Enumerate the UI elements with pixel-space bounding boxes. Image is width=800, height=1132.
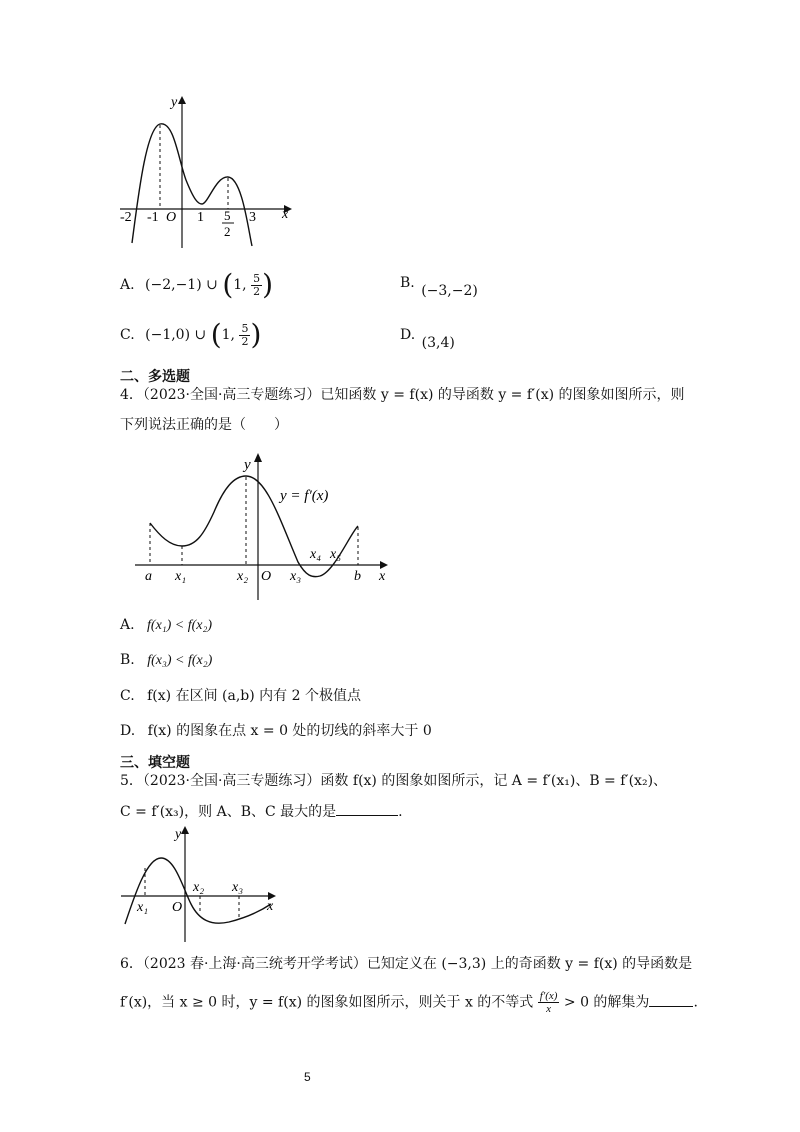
q6-inequality-fraction: $\frac{f'(x)}{x}$ bbox=[539, 990, 558, 1015]
q5-stem-line1: 5．（2023·全国·高三专题练习）函数 f(x) 的图象如图所示，记 A = f′(x₁)、B = f′(x₂)、 bbox=[120, 773, 668, 789]
graph-1-tick-neg2: -2 bbox=[120, 210, 132, 225]
section-3-title: 三、填空题 bbox=[120, 755, 190, 771]
graph-1-tick-neg1: -1 bbox=[147, 210, 159, 225]
graph-q4-origin: O bbox=[261, 569, 272, 584]
graph-q4-point-a: a bbox=[145, 569, 152, 584]
graph-q4-curve-label: y = f′(x) bbox=[280, 488, 329, 504]
q5-answer-blank[interactable] bbox=[336, 801, 398, 816]
graph-q5-point-x1: x₁ bbox=[137, 900, 149, 915]
graph-1 bbox=[110, 88, 310, 258]
graph-1-origin: O bbox=[166, 210, 177, 225]
graph-q5-x-label: x bbox=[267, 899, 274, 914]
graph-q4-point-x5: x₅ bbox=[330, 547, 342, 562]
q3-option-d[interactable]: D. (3,4) bbox=[400, 327, 455, 351]
q4-option-b[interactable]: B. f(x₃) < f(x₂) bbox=[120, 652, 213, 668]
q4-stem-line2: 下列说法正确的是（ ） bbox=[120, 417, 288, 433]
q6-answer-blank[interactable] bbox=[649, 992, 693, 1007]
q4-option-d[interactable]: D. f(x) 的图象在点 x = 0 处的切线的斜率大于 0 bbox=[120, 723, 432, 739]
graph-q5-point-x2: x₂ bbox=[193, 880, 205, 895]
q5-stem-line2: C = f′(x₃)，则 A、B、C 最大的是 . bbox=[120, 801, 403, 822]
graph-q4 bbox=[130, 450, 400, 602]
graph-q4-point-x3: x₃ bbox=[290, 569, 302, 584]
q3-option-c[interactable]: C. (−1,0) ∪ (1, $\frac{5}{2}$ ) bbox=[120, 318, 262, 351]
graph-q4-point-x2: x₂ bbox=[237, 569, 249, 584]
q4-stem-line1: 4．（2023·全国·高三专题练习）已知函数 y = f(x) 的导函数 y = f′(x) 的图象如图所示，则 bbox=[120, 387, 685, 403]
graph-q4-point-x1: x₁ bbox=[175, 569, 187, 584]
graph-1-x-label: x bbox=[282, 207, 289, 222]
section-2-title: 二、多选题 bbox=[120, 369, 190, 385]
graph-1-tick-frac-num: 5 bbox=[224, 208, 231, 223]
graph-q4-y-label: y bbox=[244, 457, 251, 473]
q3-option-a[interactable]: A. (−2,−1) ∪ (1, $\frac{5}{2}$ ) bbox=[120, 268, 273, 301]
graph-q4-x-label: x bbox=[379, 569, 386, 584]
q6-stem-line1: 6．（2023 春·上海·高三统考开学考试）已知定义在 (−3,3) 上的奇函数 y = f(x) 的导函数是 bbox=[120, 956, 693, 972]
q4-option-a[interactable]: A. f(x₁) < f(x₂) bbox=[120, 617, 213, 633]
q3-option-b[interactable]: B. (−3,−2) bbox=[400, 275, 478, 299]
graph-q5-y-label: y bbox=[175, 827, 182, 842]
graph-q5-point-x3: x₃ bbox=[232, 880, 244, 895]
q4-option-c[interactable]: C. f(x) 在区间 (a,b) 内有 2 个极值点 bbox=[120, 688, 361, 704]
graph-1-y-label: y bbox=[171, 95, 178, 110]
graph-1-tick-1: 1 bbox=[197, 210, 204, 225]
graph-1-tick-frac-den: 2 bbox=[224, 224, 231, 239]
graph-1-tick-3: 3 bbox=[249, 210, 256, 225]
graph-1-curve bbox=[132, 124, 252, 246]
graph-q4-point-x4: x₄ bbox=[310, 547, 322, 562]
page-number: 5 bbox=[304, 1070, 311, 1084]
graph-q4-point-b: b bbox=[354, 569, 361, 584]
graph-q5-origin: O bbox=[172, 900, 183, 915]
q6-stem-line2: f′(x)，当 x ≥ 0 时，y = f(x) 的图象如图所示，则关于 x 的不等式 $\frac{f'(x)}{x}$ > 0 的解集为 . bbox=[120, 990, 698, 1015]
graph-q5 bbox=[115, 824, 285, 946]
